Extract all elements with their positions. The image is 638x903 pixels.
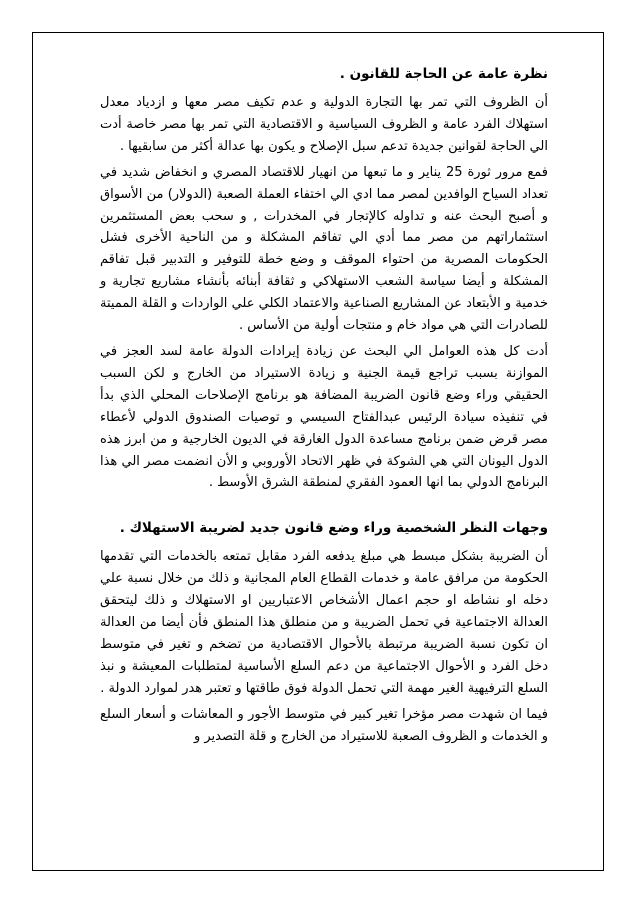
paragraph-4: أن الضريبة بشكل مبسط هي مبلغ يدفعه الفرد مقابل تمتعه بالخدمات التي تقدمها الحكومة من مرافق عامة و خدمات القطاع العام المجانية و ذلك من خلال نسبة علي دخله او نشاطه او حجم اعمال الأشخاص الاعتباريين او الاستهلاك و ذلك ليتحقق العدالة الاجتماعية في تحمل الضريبة و من منطلق هذا المنطق فأن أيضا من العدالة ان تكون نسبة الضريبة مرتبطة بالأحوال الاقتصادية من تضخم و تغير في متوسط دخل الفرد و الأحوال الاجتماعية من دعم السلع الأساسية لمتطلبات المعيشة و نبذ السلع الترفيهية الغير مهمة التي تحمل الدولة فوق طاقتها و تعتبر هدر لموارد الدولة .	[100, 549, 548, 696]
paragraph-5: فيما ان شهدت مصر مؤخرا تغير كبير في متوسط الأجور و المعاشات و أسعار السلع و الخدمات و الظروف الصعبة للاستيراد من الخارج و قلة التصدير و	[100, 706, 548, 744]
section-heading-law-overview: نظرة عامة عن الحاجة للقانون .	[339, 66, 548, 82]
section-heading-personal-views: وجهات النظر الشخصية وراء وضع قانون جديد لضريبة الاستهلاك .	[119, 520, 548, 537]
paragraph-3: أدت كل هذه العوامل الي البحث عن زيادة إيرادات الدولة عامة لسد العجز في الموازنة بسبب تراجع قيمة الجنية و زيادة الاستيراد من الخارج و لكن السبب الحقيقي وراء وضع قانون الضريبة المضافة هو برنامج الإصلاحات المحلي الذي بدأ في تنفيذه سيادة الرئيس عبدالفتاح السيسي و توصيات الصندوق الدولي لأعطاء مصر قرض ضمن برنامج مساعدة الدول الغارقة في الديون الخارجية و من ابرز هذه الدول اليونان التي هي الشوكة في ظهر الاتحاد الأوروبي و الأن انضمت مصر الي هذا البرنامج الدولي بما انها العمود الفقري لمنطقة الشرق الأوسط .	[100, 343, 548, 491]
paragraph-2: فمع مرور ثورة 25 يناير و ما تبعها من انهيار للاقتصاد المصري و انخفاض شديد في تعداد السياح الوافدين لمصر مما ادي الي اختفاء العملة الصعبة (الدولار) من الأسواق و أصبح البحث عنه و تداوله كالإتجار في المخدرات , و سحب بعض المستثمرين استثماراتهم من مصر مما أدي الي تفاقم المشكلة و من الناحية الأخرى فشل الحكومات المصرية من احتواء الموقف و وضع خطة للتوفير و التدبير قبل تفاقم المشكلة و أيضا سياسة الشعب الاستهلاكي و ثقافة أبنائه بأنشاء مشاريع تجارية و خدمية و الأبتعاد عن المشاريع الصناعية والاعتماد الكلي علي الواردات و القلة المميتة للصادرات التي هي مواد خام و منتجات أولية من الأساس .	[100, 164, 548, 334]
paragraph-1: أن الظروف التي تمر بها التجارة الدولية و عدم تكيف مصر معها و ازدياد معدل استهلاك الفرد عامة و الظروف السياسية و الاقتصادية التي تمر بها مصر خاصة أدت الي الحاجة لقوانين جديدة تدعم سبل الإصلاح و يكون بها عدالة أكثر من سابقيها .	[100, 95, 548, 154]
document-body	[100, 64, 548, 751]
